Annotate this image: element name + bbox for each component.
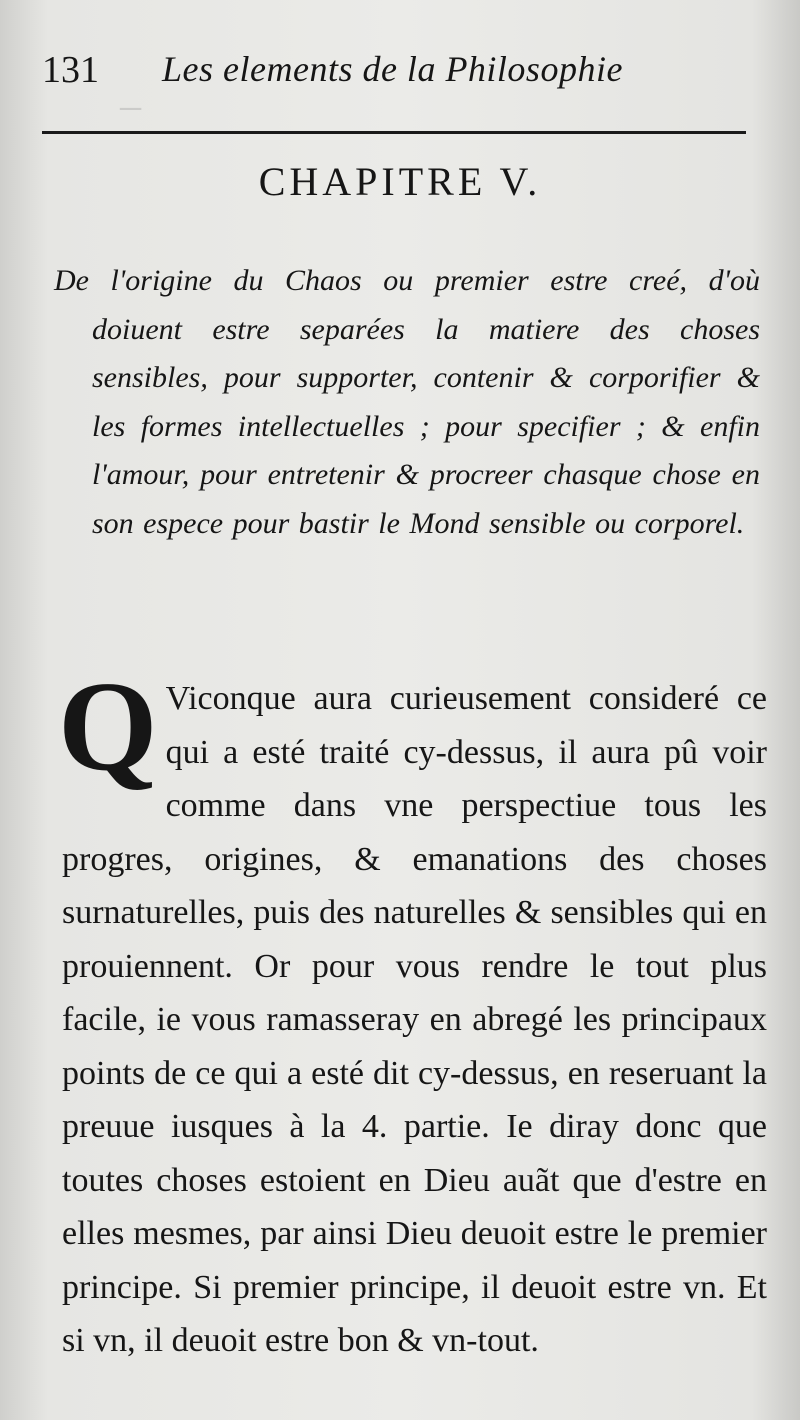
- chapter-heading: CHAPITRE V.: [258, 159, 542, 204]
- chapter-summary: [54, 257, 761, 548]
- body-paragraph: Viconque aura curieusement consideré ce qui a esté traité cy-dessus, il aura pû voir comme dans vne perspectiue tous les progres, origines, & emanations des choses surnaturelles, puis des naturelles & sensibles qui en prouiennent. Or pour vous rendre le tout plus facile, ie vous ramasseray en abregé les principaux points de ce qui a esté dit cy-dessus, en reseruant la preuue iusques à la 4. partie. Ie diray donc que toutes choses estoient en Dieu auãt que d'estre en elles mesmes, par ainsi Dieu deuoit estre le premier principe. Si premier principe, il deuoit estre vn. Et si vn, il deuoit estre bon & vn-tout.: [62, 680, 767, 1359]
- body-text: [58, 655, 767, 1368]
- drop-cap: Q: [58, 655, 158, 797]
- show-through-text: ─: [120, 92, 142, 125]
- header-rule: [42, 131, 746, 134]
- summary-rest: d'où doiuent estre separées la matiere des choses sensibles, pour supporter, contenir & corporifier & les formes intellectuelles ; pour specifier ; & enfin l'amour, pour entretenir & procreer chasque chose en son espece pour bastir le Mond sensible ou corporel.: [92, 264, 761, 540]
- running-title: Les elements de la Philosophie: [162, 49, 623, 89]
- page-header: [42, 44, 747, 94]
- summary-first-line: De l'origine du Chaos ou premier estre creé,: [54, 264, 688, 297]
- page-number: 131: [42, 49, 99, 91]
